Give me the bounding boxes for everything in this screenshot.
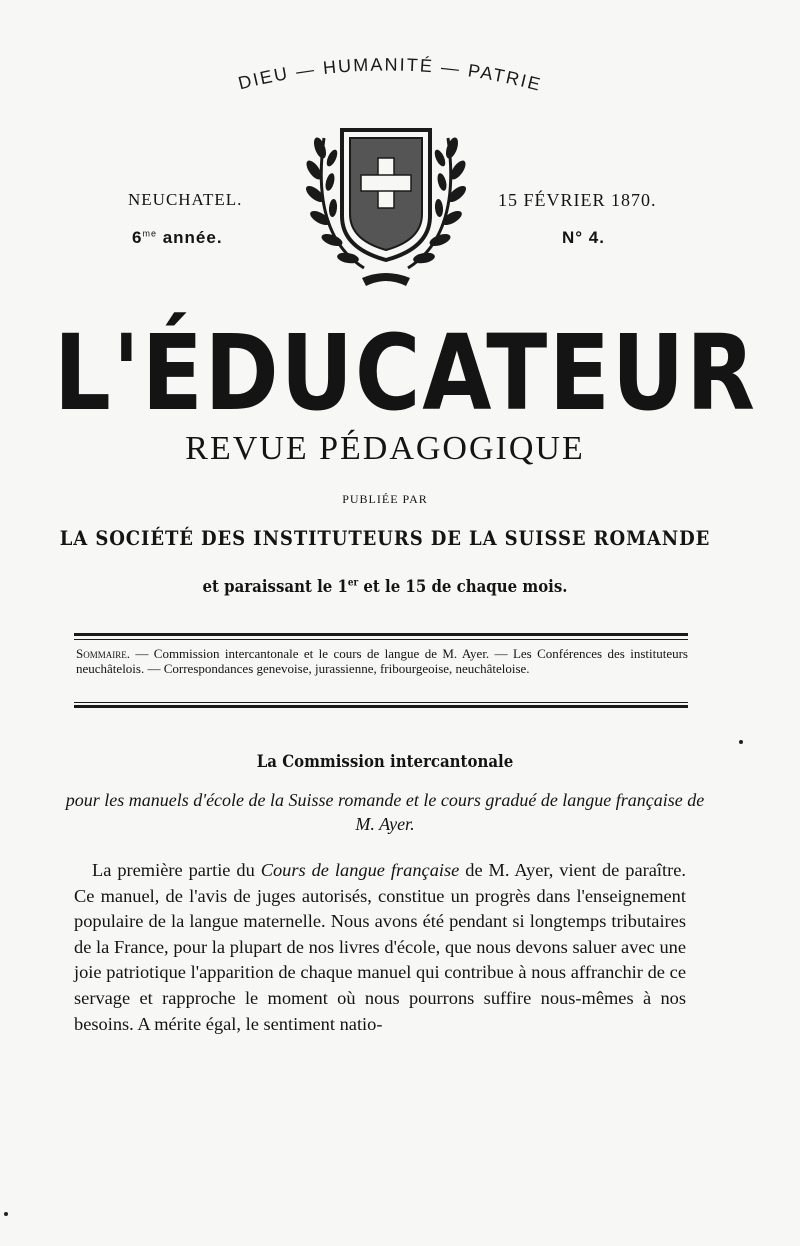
ink-speck xyxy=(739,740,743,744)
article-paragraph xyxy=(74,858,686,1037)
p1-italic: Cours de langue française xyxy=(260,860,460,880)
summary-box xyxy=(76,646,688,676)
issue-number: N° 4. xyxy=(562,228,605,247)
article-subheading: pour les manuels d'école de la Suisse romande et le cours gradué de langue française de M. Ayer. xyxy=(65,790,705,834)
divider xyxy=(74,702,688,703)
summary-label: Sommaire. xyxy=(76,646,130,661)
divider xyxy=(74,705,688,708)
journal-title: L'ÉDUCATEUR xyxy=(53,312,757,434)
edition-word: année. xyxy=(156,228,223,247)
motto-text: DIEU — HUMANITÉ — PATRIE xyxy=(236,55,545,95)
swiss-shield-emblem xyxy=(302,118,470,296)
edition-number: 6 xyxy=(132,228,143,247)
published-by: PUBLIÉE PAR xyxy=(342,492,428,506)
frequency-after: et le 15 de chaque mois. xyxy=(358,577,568,597)
city-label: NEUCHATEL. xyxy=(128,190,243,209)
divider xyxy=(74,639,688,640)
shield-icon xyxy=(342,130,430,260)
motto-arc xyxy=(190,55,590,125)
frequency-line xyxy=(46,577,724,597)
p1-before: La première partie du xyxy=(92,860,261,880)
summary-text: — Commission intercantonale et le cours de langue de M. Ayer. — Les Conférences des instituteurs neuchâtelois. — Correspondances genevoise, jurassienne, fribourgeoise, neuchâteloise. xyxy=(76,646,688,676)
society-name: LA SOCIÉTÉ DES INSTITUTEURS DE LA SUISSE ROMANDE xyxy=(59,526,711,550)
edition-suffix: me xyxy=(142,228,157,239)
frequency-first-sup: er xyxy=(347,577,359,589)
article-body xyxy=(74,858,686,1037)
edition-label xyxy=(132,228,223,248)
issue-date: 15 FÉVRIER 1870. xyxy=(498,190,657,210)
frequency-before: et paraissant le xyxy=(202,577,338,597)
divider xyxy=(74,633,688,636)
journal-subtitle: REVUE PÉDAGOGIQUE xyxy=(185,430,585,467)
ink-speck xyxy=(4,1212,8,1216)
article-heading: La Commission intercantonale xyxy=(256,752,514,772)
p1-after: de M. Ayer, vient de paraître. Ce manuel, de l'avis de juges autorisés, constitue un progrès dans l'enseignement populaire de la langue maternelle. Nous avons été pendant si longtemps tributaires de la France, pour la plupart de nos livres d'école, que nous devons saluer avec une joie patriotique l'apparition de chaque manuel qui contribue à nous affranchir de ce servage et rapproche le moment où nous pourrons suffire nous-mêmes à nos besoins. A mérite égal, le sentiment natio- xyxy=(74,860,686,1034)
frequency-first: 1 xyxy=(337,577,348,597)
